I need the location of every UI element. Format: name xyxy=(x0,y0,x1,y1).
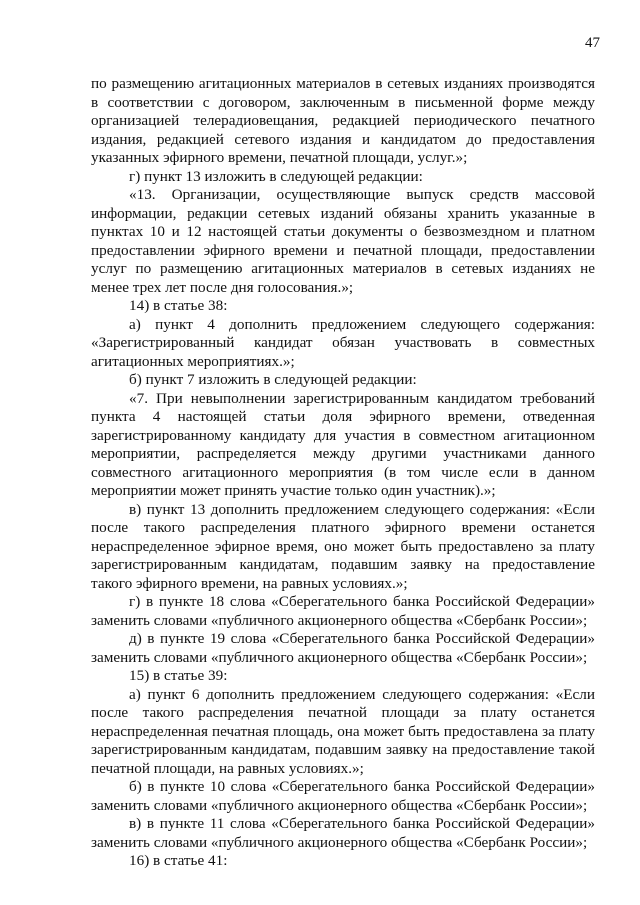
paragraph: а) пункт 6 дополнить предложением следующего содержания: «Если после такого распределения печатной площади за плату останется нераспределенная печатная площадь, она может быть предоставлена за плату зарегистрированным кандидатам, подавшим заявку на предоставление такой печатной площади, на равных условиях.»; xyxy=(91,685,595,777)
paragraph: а) пункт 4 дополнить предложением следующего содержания: «Зарегистрированный кандидат обязан участвовать в совместных агитационных мероприятиях.»; xyxy=(91,315,595,370)
paragraph: в) в пункте 11 слова «Сберегательного банка Российской Федерации» заменить словами «публичного акционерного общества «Сбербанк России»; xyxy=(91,815,595,851)
paragraph: г) в пункте 18 слова «Сберегательного банка Российской Федерации» заменить словами «публичного акционерного общества «Сбербанк России»; xyxy=(91,593,595,629)
paragraph: «7. При невыполнении зарегистрированным кандидатом требований пункта 4 настоящей статьи доля эфирного времени, отведенная зарегистрированному кандидату для участия в совместном агитационном мероприятии, распределяется между другими участниками данного совместного агитационного мероприятия (в том числе если в данном мероприятии может принять участие только один участник).»; xyxy=(91,389,595,499)
paragraph: «13. Организации, осуществляющие выпуск средств массовой информации, редакции сетевых изданий обязаны хранить указанные в пунктах 10 и 12 настоящей статьи документы о безвозмездном и платном предоставлении эфирного времени и печатной площади, предоставлении услуг по размещению агитационных материалов в сетевых изданиях не менее трех лет после дня голосования.»; xyxy=(91,186,595,296)
paragraph: в) пункт 13 дополнить предложением следующего содержания: «Если после такого распределения платного эфирного времени останется нераспределенное эфирное время, оно может быть предоставлено за плату зарегистрированным кандидатам, подавшим заявку на предоставление такого эфирного времени, на равных условиях.»; xyxy=(91,500,595,592)
page-number: 47 xyxy=(585,35,600,51)
paragraph: по размещению агитационных материалов в сетевых изданиях производятся в соответствии с договором, заключенным в письменной форме между организацией телерадиовещания, редакцией периодического печатного издания, редакцией сетевого издания и кандидатом до предоставления указанных эфирного времени, печатной площади, услуг.»; xyxy=(91,75,595,166)
paragraph: б) пункт 7 изложить в следующей редакции: xyxy=(129,371,417,388)
paragraph: 16) в статье 41: xyxy=(129,852,228,869)
paragraph: б) в пункте 10 слова «Сберегательного банка Российской Федерации» заменить словами «публичного акционерного общества «Сбербанк России»; xyxy=(91,778,595,814)
paragraph: д) в пункте 19 слова «Сберегательного банка Российской Федерации» заменить словами «публичного акционерного общества «Сбербанк России»; xyxy=(91,630,595,666)
document-body xyxy=(91,75,595,871)
paragraph: 15) в статье 39: xyxy=(129,667,228,684)
paragraph: 14) в статье 38: xyxy=(129,297,228,314)
paragraph: г) пункт 13 изложить в следующей редакции: xyxy=(129,167,423,185)
